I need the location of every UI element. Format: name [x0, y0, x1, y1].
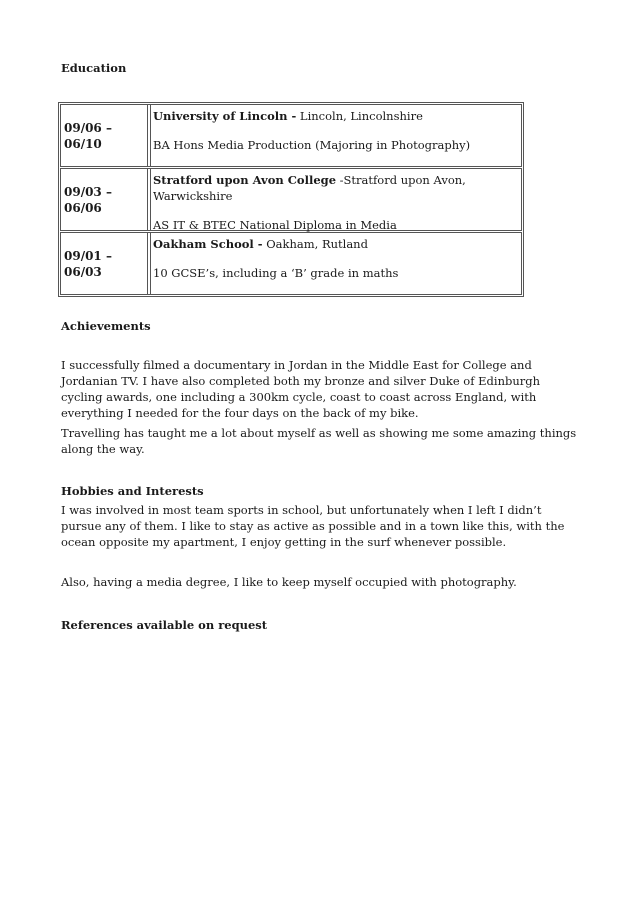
education-date: 09/06 – 06/10	[61, 105, 148, 166]
hobbies-paragraph: I was involved in most team sports in school, but unfortunately when I left I didn’t pursue any of them. I like to stay as active as possible and in a town like this, with the ocean opposite my apartment, I enjoy getting in the surf whenever possible.	[61, 503, 565, 549]
institution-location: Oakham, Rutland	[262, 237, 368, 251]
education-detail	[150, 105, 521, 166]
education-heading: Education	[61, 61, 127, 75]
institution-name: University of Lincoln -	[153, 109, 297, 123]
institution-name: Stratford upon Avon College	[153, 173, 337, 187]
education-course: BA Hons Media Production (Majoring in Photography)	[153, 138, 471, 152]
table-row	[60, 168, 522, 231]
education-date: 09/03 – 06/06	[61, 169, 148, 230]
hobbies-heading: Hobbies and Interests	[61, 484, 204, 498]
table-row	[60, 232, 522, 295]
table-row	[60, 104, 522, 167]
education-course: AS IT & BTEC National Diploma in Media	[153, 218, 397, 232]
achievements-paragraph: I successfully filmed a documentary in Jordan in the Middle East for College and Jordanian TV. I have also completed both my bronze and silver Duke of Edinburgh cycling awards, one including a 300km cycle, coast to coast across England, with everything I needed for the four days on the back of my bike.	[61, 358, 541, 420]
education-table	[58, 102, 524, 297]
education-date: 09/01 – 06/03	[61, 233, 148, 294]
education-institution-line	[153, 236, 519, 252]
institution-location: Lincoln, Lincolnshire	[296, 109, 423, 123]
achievements-heading: Achievements	[61, 319, 151, 333]
achievements-paragraph: Travelling has taught me a lot about myself as well as showing me some amazing things along the way.	[61, 426, 577, 456]
hobbies-paragraph: Also, having a media degree, I like to keep myself occupied with photography.	[61, 575, 517, 589]
education-detail	[150, 233, 521, 294]
institution-name: Oakham School -	[153, 237, 263, 251]
education-institution-line	[153, 172, 519, 204]
institution-location: -Stratford upon Avon, Warwickshire	[153, 173, 466, 203]
education-institution-line	[153, 108, 519, 124]
education-detail	[150, 169, 521, 230]
education-course: 10 GCSE’s, including a ‘B’ grade in maths	[153, 266, 399, 280]
references-heading: References available on request	[61, 618, 268, 632]
